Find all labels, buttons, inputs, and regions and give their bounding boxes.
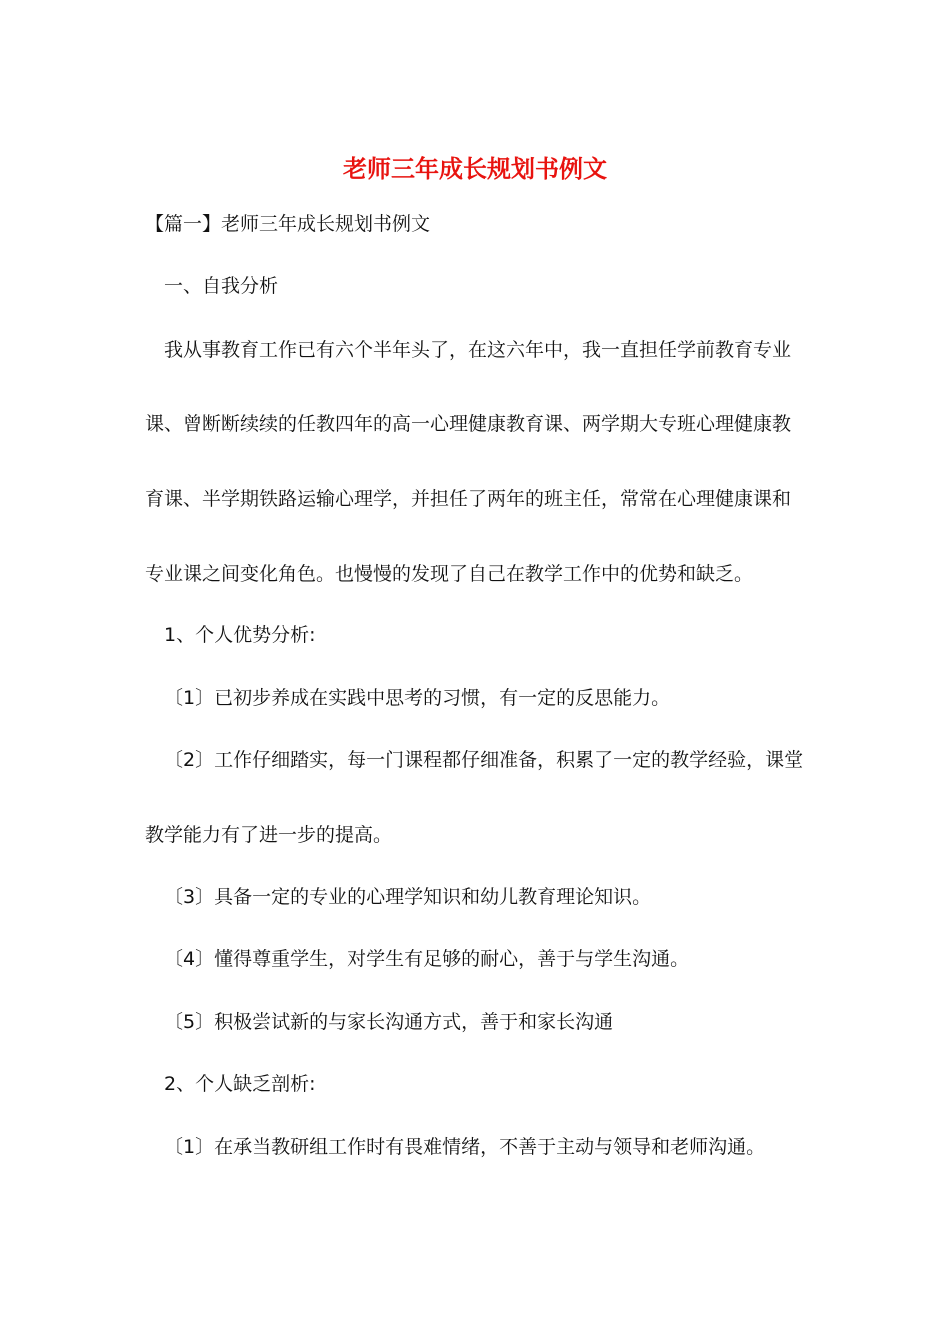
strengths-heading: 1、个人优势分析:	[164, 624, 316, 646]
intro-paragraph-line-4: 专业课之间变化角色。也慢慢的发现了自己在教学工作中的优势和缺乏。	[145, 563, 754, 585]
strength-item-3: 〔3〕具备一定的专业的心理学知识和幼儿教育理论知识。	[164, 886, 652, 908]
strength-item-2-line-2: 教学能力有了进一步的提高。	[145, 824, 393, 846]
strength-item-1: 〔1〕已初步养成在实践中思考的习惯，有一定的反思能力。	[164, 687, 671, 709]
strength-item-5: 〔5〕积极尝试新的与家长沟通方式，善于和家长沟通	[164, 1011, 614, 1033]
strength-item-2-line-1: 〔2〕工作仔细踏实，每一门课程都仔细准备，积累了一定的教学经验，课堂	[164, 749, 804, 771]
weakness-item-1: 〔1〕在承当教研组工作时有畏难情绪，不善于主动与领导和老师沟通。	[164, 1136, 766, 1158]
intro-paragraph-line-2: 课、曾断断续续的任教四年的高一心理健康教育课、两学期大专班心理健康教	[145, 413, 792, 435]
section-heading: 【篇一】老师三年成长规划书例文	[145, 213, 431, 235]
strength-item-4: 〔4〕懂得尊重学生，对学生有足够的耐心，善于与学生沟通。	[164, 948, 690, 970]
document-title: 老师三年成长规划书例文	[343, 154, 607, 183]
weaknesses-heading: 2、个人缺乏剖析:	[164, 1073, 316, 1095]
part1-heading: 一、自我分析	[164, 275, 279, 297]
intro-paragraph-line-3: 育课、半学期铁路运输心理学，并担任了两年的班主任，常常在心理健康课和	[145, 488, 792, 510]
intro-paragraph-line-1: 我从事教育工作已有六个半年头了，在这六年中，我一直担任学前教育专业	[164, 339, 792, 361]
